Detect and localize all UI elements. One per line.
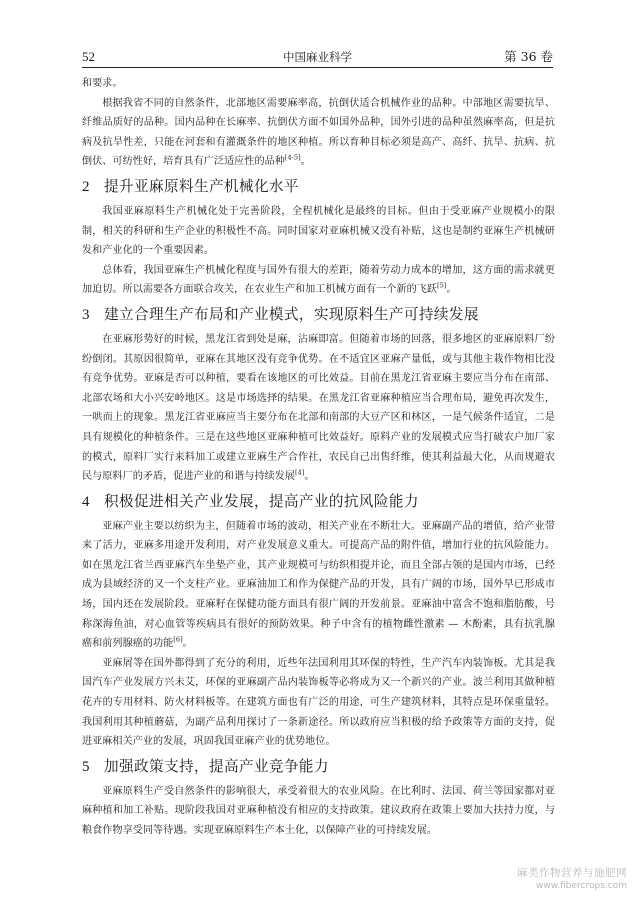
paragraph-text: 亚麻原料生产受自然条件的影响很大，承受着很大的农业风险。在比利时、法国、荷兰等国家都对亚麻种植和加工补贴。现阶段我国对亚麻种植没有相应的支持政策。建议政府在政策上要加大扶持力度，与粮食作物享受同等待遇。实现亚麻原料生产本土化，以保障产业的可持续发展。 <box>82 785 555 836</box>
sections-container <box>82 175 555 841</box>
section-heading <box>82 303 555 327</box>
paragraph: 根据我省不同的自然条件，北部地区需要麻率高，抗倒伏适合机械作业的品种。中部地区需要抗旱、纤维品质好的品种。国内品种在长麻率、抗倒伏方面不如国外品种，国外引进的品种虽然麻率高，但是抗病及抗旱性差，只能在河套和有灌溉条件的地区种植。所以育种目标必须是高产、高纤、抗旱、抗病、抗倒伏、可纺性好，培育具有广泛适应性的品种[4-5]。 <box>82 97 555 168</box>
section-title: 建立合理生产布局和产业模式，实现原料生产可持续发展 <box>104 305 479 323</box>
paragraph-text: 亚麻产业主要以纺织为主，但随着市场的波动，相关产业在不断壮大。亚麻副产品的增值，给产业带来了活力，亚麻多用途开发利用，对产业发展意义重大。可提高产品的附件值，增加行业的抗风险能力。如在黑龙江省兰西亚麻汽车坐垫产业，其产业规模可与纺织相提并论，而且全部占领的是国内市场，已经成为县域经济的又一个支柱产业。亚麻油加工和作为保健产品的开发，具有广阔的市场，国外早已形成市场，国内还在发展阶段。亚麻籽在保健功能方面具有很广阔的开发前景。亚麻油中富含不饱和脂肪酸，号称深海鱼油，对心血管等疾病具有很好的预防效果。种子中含有的植物雌性激素 — 木酚素，具有抗乳腺癌和前列腺癌的功能 <box>82 520 555 650</box>
section-title: 加强政策支持，提高产业竞争能力 <box>104 757 329 775</box>
journal-title: 中国麻业科学 <box>283 50 352 64</box>
running-header <box>82 45 553 68</box>
page-number: 52 <box>82 49 95 64</box>
paragraph: 亚麻产业主要以纺织为主，但随着市场的波动，相关产业在不断壮大。亚麻副产品的增值，给产业带来了活力，亚麻多用途开发利用，对产业发展意义重大。可提高产品的附件值，增加行业的抗风险能力。如在黑龙江省兰西亚麻汽车坐垫产业，其产业规模可与纺织相提并论，而且全部占领的是国内市场，已经成为县域经济的又一个支柱产业。亚麻油加工和作为保健产品的开发，具有广阔的市场，国外早已形成市场，国内还在发展阶段。亚麻籽在保健功能方面具有很广阔的开发前景。亚麻油中富含不饱和脂肪酸，号称深海鱼油，对心血管等疾病具有很好的预防效果。种子中含有的植物雌性激素 — 木酚素，具有抗乳腺癌和前列腺癌的功能[6]。 <box>82 520 555 650</box>
article-body <box>82 74 555 841</box>
watermark-url: www.fibercrops.com <box>536 881 627 891</box>
watermark-title: 麻类作物营养与施肥网 <box>517 867 627 879</box>
section-number: 4 <box>82 493 90 510</box>
citation: [4-5] <box>284 154 301 163</box>
citation: [5] <box>437 281 447 290</box>
section-number: 2 <box>82 178 90 195</box>
section-heading <box>82 490 555 514</box>
paragraph <box>82 782 555 841</box>
paragraph-text: 根据我省不同的自然条件，北部地区需要麻率高，抗倒伏适合机械作业的品种。中部地区需要抗旱、纤维品质好的品种。国内品种在长麻率、抗倒伏方面不如国外品种，国外引进的品种虽然麻率高，但是抗病及抗旱性差，只能在河套和有灌溉条件的地区种植。所以育种目标必须是高产、高纤、抗旱、抗病、抗倒伏、可纺性好，培育具有广泛适应性的品种 <box>82 97 555 168</box>
section-number: 5 <box>82 758 90 775</box>
citation: [6] <box>173 635 183 644</box>
paragraph-text: 在亚麻形势好的时候，黑龙江省到处是麻，沾麻即富。但随着市场的回落，很多地区的亚麻原料厂纷纷倒闭。其原因很简单，亚麻在其地区没有竞争优势。在不适宜区亚麻产量低，或与其他主栽作物相比没有竞争优势。亚麻是否可以种植，要看在该地区的可比效益。目前在黑龙江省亚麻主要应当分布在南部、北部农场和大小兴安岭地区。这是市场选择的结果。在黑龙江省亚麻种植应当合理布局，避免再次发生，一哄而上的现象。黑龙江省亚麻应当主要分布在北部和南部的大豆产区和林区，一是气候条件适宜，二是具有规模化的种植条件。三是在这些地区亚麻种植可比效益好。原料产业的发展模式应当打破农户加厂家的模式，原料厂实行来料加工或建立亚麻生产合作社，农民自己出售纤维，使其利益最大化，从而规避农民与原料厂的矛盾，促进产业的和谐与持续发展 <box>82 333 555 483</box>
paragraph: 总体看，我国亚麻生产机械化程度与国外有很大的差距，随着劳动力成本的增加，这方面的需求就更加迫切。所以需要各方面联合攻关，在农业生产和加工机械方面有一个新的飞跃[5]。 <box>82 264 555 296</box>
section-heading <box>82 755 555 779</box>
section-title: 提升亚麻原料生产机械化水平 <box>104 177 299 195</box>
paragraph-text: 总体看，我国亚麻生产机械化程度与国外有很大的差距，随着劳动力成本的增加，这方面的需求就更加迫切。所以需要各方面联合攻关，在农业生产和加工机械方面有一个新的飞跃 <box>82 264 555 296</box>
paragraph-text: 亚麻屑等在国外都得到了充分的利用，近些年法国利用其环保的特性，生产汽车内装饰板。尤其是我国汽车产业发展方兴未艾，环保的亚麻副产品内装饰板等必将成为又一个新兴的产业。波兰利用其做种植花卉的专用材料、防火材料板等。在建筑方面也有广泛的用途，可生产建筑材料，其特点是环保重量轻。我国利用其种植蘑菇，为副产品利用探讨了一条新途径。所以政府应当积极的给予政策等方面的支持，促进亚麻相关产业的发展，巩固我国亚麻产业的优势地位。 <box>82 657 555 748</box>
paragraph: 在亚麻形势好的时候，黑龙江省到处是麻，沾麻即富。但随着市场的回落，很多地区的亚麻原料厂纷纷倒闭。其原因很简单，亚麻在其地区没有竞争优势。在不适宜区亚麻产量低，或与其他主栽作物相比没有竞争优势。亚麻是否可以种植，要看在该地区的可比效益。目前在黑龙江省亚麻主要应当分布在南部、北部农场和大小兴安岭地区。这是市场选择的结果。在黑龙江省亚麻种植应当合理布局，避免再次发生，一哄而上的现象。黑龙江省亚麻应当主要分布在北部和南部的大豆产区和林区，一是气候条件适宜，二是具有规模化的种植条件。三是在这些地区亚麻种植可比效益好。原料产业的发展模式应当打破农户加厂家的模式，原料厂实行来料加工或建立亚麻生产合作社，农民自己出售纤维，使其利益最大化，从而规避农民与原料厂的矛盾，促进产业的和谐与持续发展[4]。 <box>82 333 555 483</box>
paragraph <box>82 654 555 752</box>
section-title: 积极促进相关产业发展，提高产业的抗风险能力 <box>104 492 419 510</box>
paragraph: 和要求。 <box>82 78 123 89</box>
paragraph <box>82 202 555 261</box>
citation: [4] <box>295 468 305 477</box>
section-heading <box>82 175 555 199</box>
paragraph-text: 我国亚麻原料生产机械化处于完善阶段，全程机械化是最终的目标。但由于受亚麻产业规模小的限制，相关的科研和生产企业的积极性不高。同时国家对亚麻机械又没有补贴，这也是制约亚麻生产机械研发和产业化的一个重要因素。 <box>82 205 555 257</box>
volume-label: 第 36 卷 <box>504 49 553 64</box>
watermark <box>517 867 627 893</box>
section-number: 3 <box>82 306 90 323</box>
